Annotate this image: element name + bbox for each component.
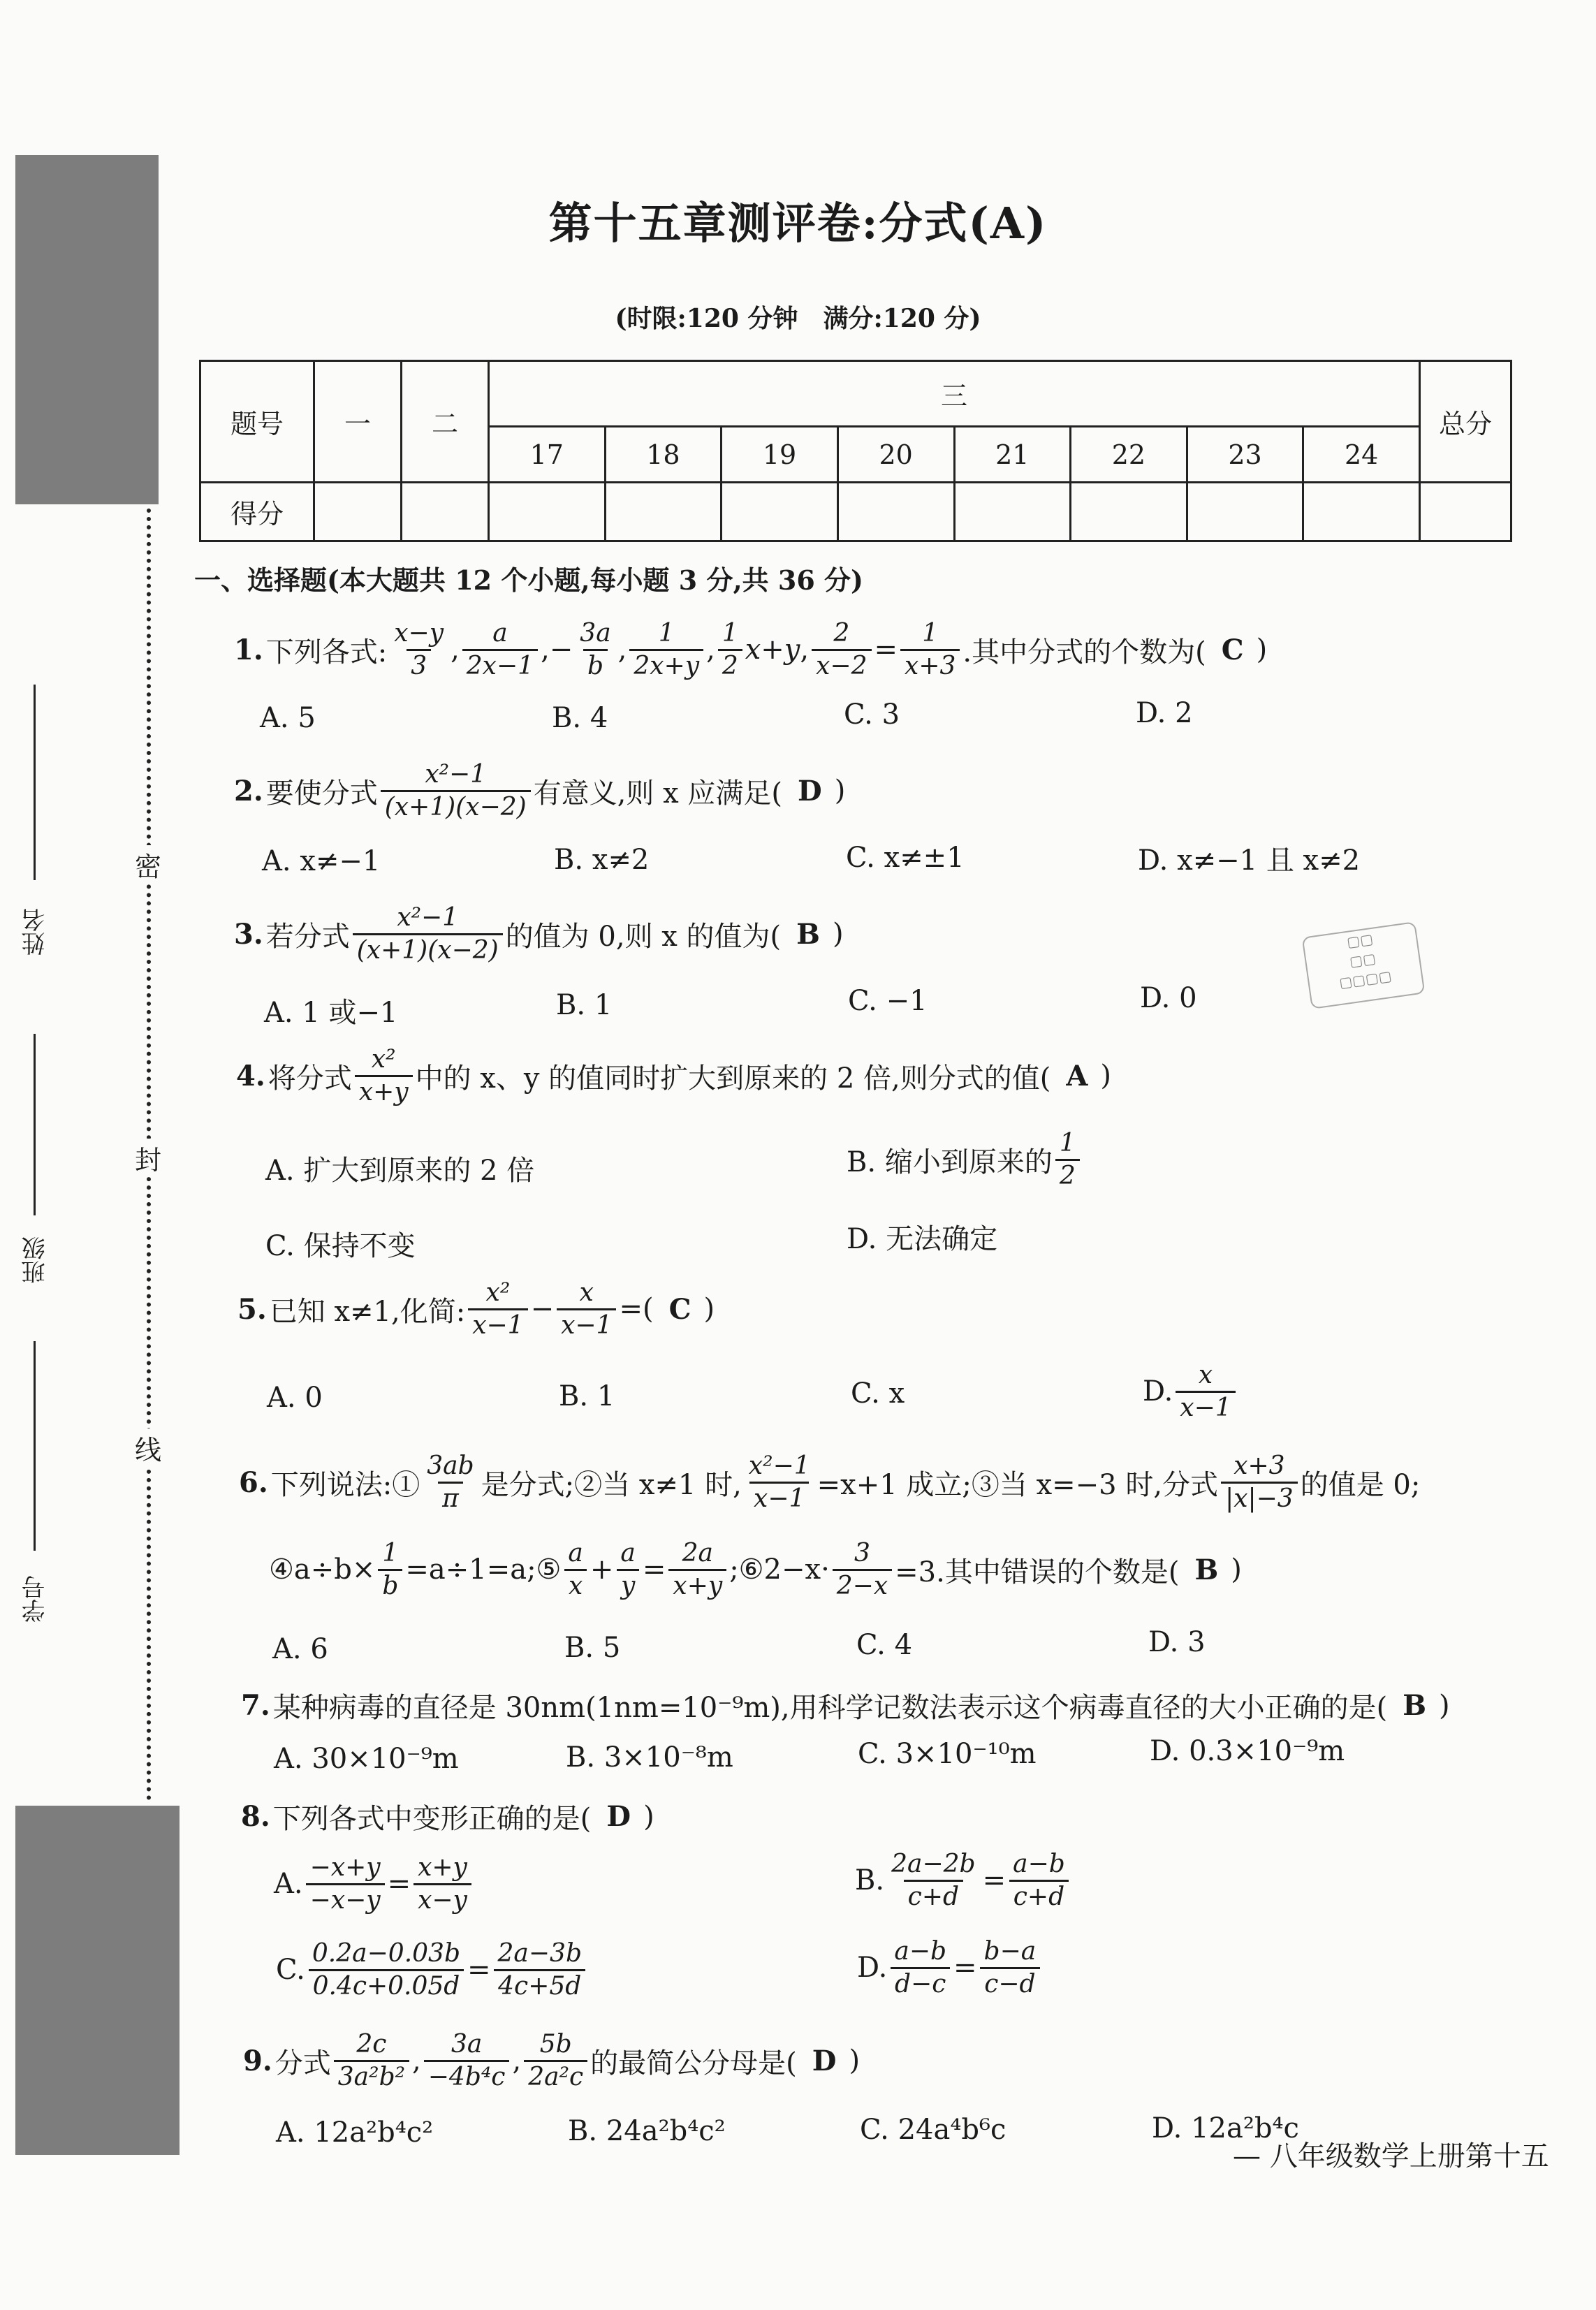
- score-cell[interactable]: [314, 483, 402, 541]
- option-text: D.: [1143, 1375, 1173, 1408]
- option-b[interactable]: B. 5: [564, 1632, 621, 1664]
- answer-mark: B: [796, 917, 820, 951]
- name-blank: [34, 685, 36, 880]
- question-text: ): [1231, 1554, 1242, 1586]
- option-c[interactable]: C. 3: [844, 699, 900, 731]
- question-number: 2.: [234, 774, 263, 807]
- option-d[interactable]: D. 无法确定: [847, 1223, 998, 1255]
- fraction: $\frac{2a-2b}{c+d}$: [891, 1850, 976, 1911]
- option-text: B. 缩小到原来的: [847, 1146, 1053, 1178]
- question-number: 7.: [241, 1689, 270, 1722]
- fraction: $\frac{a-b}{d-c}$: [890, 1938, 951, 1998]
- question-text: .其中分式的个数为(: [962, 636, 1206, 668]
- answer-mark: B: [1194, 1553, 1219, 1586]
- fraction: $\frac{3a}{\text{−4b⁴c}}$: [424, 2031, 510, 2091]
- option-a[interactable]: A. 5: [260, 702, 316, 734]
- margin-gray-block-bottom: [15, 1806, 180, 2155]
- question-text: 若分式: [265, 920, 350, 953]
- fraction: $\frac{\text{x²−1}}{(x+1)(x-2)}$: [353, 905, 503, 964]
- question-text: 有意义,则 x 应满足(: [533, 777, 782, 810]
- score-sub-21: 21: [954, 427, 1071, 483]
- option-a[interactable]: A. 6: [272, 1633, 328, 1665]
- fraction: $\frac{3}{2-x}$: [833, 1540, 892, 1600]
- option-d[interactable]: D. $\frac{a-b}{d-c}$ = $\frac{b-a}{c-d}$: [857, 1938, 1043, 1998]
- fraction: $\frac{a}{x}$: [564, 1540, 587, 1600]
- option-d[interactable]: D. 12a²b⁴c: [1152, 2112, 1299, 2144]
- question-text: 下列各式:: [265, 636, 388, 668]
- question-8: [241, 1797, 654, 1836]
- question-text: ): [643, 1800, 654, 1833]
- option-b[interactable]: B. $\frac{2a-2b}{c+d}$ = $\frac{a-b}{c+d}$: [855, 1851, 1072, 1910]
- question-text: 下列各式中变形正确的是(: [272, 1803, 592, 1835]
- fraction: $\frac{\text{x²}}{x-1}$: [468, 1280, 527, 1339]
- question-7: [241, 1686, 1450, 1725]
- page-title: 第十五章测评卷:分式(A): [548, 198, 1048, 249]
- score-total: 总分: [1420, 361, 1511, 483]
- fraction: $\frac{5b}{\text{2a²c}}$: [524, 2031, 587, 2091]
- score-row-label: 得分: [200, 483, 314, 541]
- score-col-1: 一: [314, 361, 402, 483]
- question-text: 分式: [274, 2047, 331, 2079]
- question-text: ): [1439, 1689, 1450, 1722]
- fraction: $\frac{3ab}{\pi}$: [427, 1452, 474, 1513]
- fraction: $\frac{x}{x-1}$: [557, 1280, 616, 1339]
- option-d[interactable]: D. x≠−1 且 x≠2: [1138, 845, 1361, 877]
- question-number: 9.: [243, 2044, 272, 2077]
- question-1: 1. 下列各式: $\frac{x-y}{3}$ , $\frac{a}{2x-1}$ , − $\frac{3a}{b}$ , $\frac{1}{2x+y}$ , $\frac{1}{2}$ x+y , $\frac{2}{x-2}$ = $\frac{1}{x+3}$ .其中分式的个数为( C ): [234, 619, 1268, 680]
- option-d[interactable]: [1143, 1362, 1238, 1421]
- score-cell[interactable]: [605, 483, 722, 541]
- score-col-2: 二: [402, 361, 489, 483]
- question-text: 要使分式: [265, 777, 378, 810]
- answer-mark: A: [1066, 1059, 1088, 1092]
- score-sub-18: 18: [605, 427, 722, 483]
- score-cell[interactable]: [837, 483, 954, 541]
- option-b[interactable]: B. 3×10⁻⁸m: [566, 1741, 733, 1774]
- question-text: =a÷1=a;⑤: [405, 1554, 562, 1586]
- score-cell[interactable]: [402, 483, 489, 541]
- score-sub-17: 17: [489, 427, 606, 483]
- score-cell[interactable]: [954, 483, 1071, 541]
- score-sub-24: 24: [1303, 427, 1420, 483]
- option-c[interactable]: C. 4: [856, 1629, 913, 1661]
- fraction: $\frac{2a-3b}{4c+5d}$: [494, 1940, 586, 2000]
- question-text: 的值为 0,则 x 的值为(: [505, 920, 782, 953]
- score-table: [199, 360, 1512, 542]
- fraction: $\frac{\text{x²}}{x+y}$: [355, 1046, 413, 1106]
- question-text: =x+1 成立;③当 x=−3 时,分式: [817, 1468, 1219, 1501]
- question-text: ): [832, 918, 844, 951]
- fraction: $\frac{x+3}{|x|-3}$: [1221, 1453, 1298, 1512]
- fraction: $\frac{2a}{x+y}$: [668, 1540, 726, 1600]
- score-cell[interactable]: [489, 483, 606, 541]
- option-a[interactable]: A. 扩大到原来的 2 倍: [265, 1155, 535, 1187]
- option-a[interactable]: A. x≠−1: [262, 845, 381, 877]
- question-text: ): [1100, 1060, 1112, 1092]
- question-number: 3.: [234, 917, 263, 951]
- score-cell[interactable]: [1303, 483, 1420, 541]
- option-a[interactable]: A. 1 或−1: [264, 997, 398, 1029]
- option-b[interactable]: B. 4: [552, 702, 608, 734]
- fraction: $\frac{0.2a-0.03b}{0.4c+0.05d}$: [308, 1940, 464, 2000]
- question-6-line-2: [269, 1540, 1242, 1600]
- fraction: $\frac{a-b}{c+d}$: [1009, 1851, 1069, 1910]
- score-sub-19: 19: [722, 427, 838, 483]
- option-d[interactable]: D. 3: [1148, 1626, 1206, 1658]
- fraction: $\frac{3a}{b}$: [580, 619, 611, 680]
- score-sub-22: 22: [1071, 427, 1187, 483]
- question-text: ): [1256, 634, 1268, 666]
- option-label: B.: [855, 1864, 885, 1897]
- score-cell[interactable]: [1420, 483, 1511, 541]
- option-c[interactable]: C. 24a⁴b⁶c: [860, 2114, 1006, 2146]
- question-text: ): [703, 1293, 715, 1326]
- question-text: 将分式: [268, 1062, 352, 1095]
- score-cell[interactable]: [1071, 483, 1187, 541]
- question-text: 的值是 0;: [1300, 1468, 1421, 1501]
- option-label: D.: [857, 1952, 888, 1984]
- fraction: $\frac{a}{y}$: [616, 1540, 639, 1600]
- score-cell[interactable]: [1187, 483, 1303, 541]
- question-number: 5.: [237, 1292, 267, 1326]
- answer-mark: D: [812, 2044, 837, 2077]
- score-col-3: 三: [489, 361, 1420, 427]
- option-a[interactable]: A. 0: [267, 1382, 323, 1414]
- question-text: 已知 x≠1,化简:: [269, 1295, 466, 1328]
- question-text: 的最简公分母是(: [590, 2047, 797, 2079]
- question-text: =3.其中错误的个数是(: [895, 1556, 1180, 1588]
- question-text: 中的 x、y 的值同时扩大到原来的 2 倍,则分式的值(: [415, 1062, 1051, 1095]
- answer-mark: D: [798, 774, 822, 807]
- question-text: 下列说法:①: [270, 1468, 420, 1501]
- equals-sign: =: [642, 1554, 666, 1586]
- fraction: $\frac{x}{x-1}$: [1176, 1362, 1235, 1421]
- seal-char-xian: 线: [135, 1428, 161, 1467]
- option-d[interactable]: D. 0.3×10⁻⁹m: [1150, 1735, 1345, 1767]
- fraction: $\frac{a}{2x-1}$: [462, 620, 538, 680]
- score-sub-23: 23: [1187, 427, 1303, 483]
- fraction: $\frac{x+y}{x-y}$: [413, 1855, 471, 1914]
- option-b[interactable]: B. x≠2: [554, 844, 650, 876]
- fraction: $\frac{1}{x+3}$: [900, 620, 960, 680]
- minus-sign: −: [549, 634, 573, 666]
- seal-char-feng: 封: [135, 1139, 161, 1177]
- plus-sign: +: [590, 1554, 614, 1586]
- exam-info: (时限:120 分钟 满分:120 分): [615, 304, 981, 333]
- question-9: 9. 分式 $\frac{2c}{\text{3a²b²}}$ , $\frac{3a}{\text{−4b⁴c}}$ , $\frac{5b}{\text{2a²c}}$ 的最简公分母是( D ): [243, 2030, 861, 2091]
- option-label: A.: [274, 1868, 303, 1901]
- option-b[interactable]: B. 1: [559, 1380, 615, 1412]
- option-a[interactable]: A. 12a²b⁴c²: [276, 2117, 434, 2149]
- id-blank: [34, 1341, 36, 1551]
- answer-mark: B: [1403, 1689, 1427, 1722]
- answer-mark: C: [668, 1292, 691, 1326]
- question-text: ④a÷b×: [269, 1554, 376, 1586]
- page-footer: — 八年级数学上册第十五: [1233, 2140, 1549, 2172]
- option-c[interactable]: C. $\frac{0.2a-0.03b}{0.4c+0.05d}$ = $\frac{2a-3b}{4c+5d}$: [276, 1940, 589, 2000]
- question-6: [239, 1453, 1420, 1512]
- fraction: $\frac{1}{2}$: [1055, 1130, 1080, 1190]
- option-d[interactable]: D. 0: [1140, 982, 1197, 1014]
- question-3: [234, 905, 844, 964]
- option-c[interactable]: C. x≠±1: [846, 842, 965, 874]
- seal-char-mi: 密: [135, 845, 161, 884]
- option-b[interactable]: [847, 1130, 1083, 1190]
- fraction: $\frac{2}{x-2}$: [812, 620, 871, 680]
- fraction: $\frac{-x+y}{-x-y}$: [306, 1855, 385, 1914]
- score-table-row-label: 题号: [200, 361, 314, 483]
- question-5: [237, 1280, 715, 1339]
- option-b[interactable]: B. 1: [556, 989, 613, 1021]
- fraction: $\frac{b-a}{c-d}$: [980, 1938, 1041, 1998]
- option-a[interactable]: A. $\frac{-x+y}{-x-y}$ = $\frac{x+y}{x-y}$: [274, 1855, 474, 1914]
- class-blank: [34, 1034, 36, 1215]
- question-text: 某种病毒的直径是 30nm(1nm=10⁻⁹m),用科学记数法表示这个病毒直径的大小正确的是(: [272, 1692, 1388, 1724]
- option-label: C.: [276, 1954, 305, 1987]
- fraction: $\frac{1}{2}$: [718, 620, 742, 680]
- minus-sign: −: [530, 1293, 555, 1326]
- question-text: =(: [619, 1293, 654, 1326]
- fraction: $\frac{\text{x²−1}}{(x+1)(x-2)}$: [381, 761, 531, 821]
- expression: x+y: [745, 634, 800, 666]
- question-number: 8.: [241, 1800, 270, 1833]
- section-heading: 一、选择题(本大题共 12 个小题,每小题 3 分,共 36 分): [194, 564, 863, 596]
- fraction: $\frac{2c}{\text{3a²b²}}$: [334, 2031, 409, 2091]
- question-number: 1.: [234, 633, 263, 666]
- fraction: $\frac{1}{2x+y}$: [629, 620, 703, 680]
- question-4: [236, 1046, 1111, 1106]
- question-text: ): [849, 2045, 861, 2077]
- option-b[interactable]: B. 24a²b⁴c²: [568, 2115, 726, 2147]
- option-c[interactable]: C. 保持不变: [265, 1230, 416, 1262]
- score-cell[interactable]: [722, 483, 838, 541]
- option-c[interactable]: C. x: [851, 1377, 905, 1410]
- fraction: $\frac{\text{x²−1}}{x-1}$: [748, 1452, 810, 1513]
- equals-sign: =: [874, 634, 898, 666]
- question-text: ): [834, 775, 846, 807]
- question-text: 是分式;②当 x≠1 时,: [481, 1468, 742, 1501]
- question-number: 4.: [236, 1059, 265, 1092]
- score-sub-20: 20: [837, 427, 954, 483]
- answer-mark: C: [1221, 633, 1244, 666]
- option-d[interactable]: D. 2: [1136, 697, 1193, 729]
- fraction: $\frac{1}{b}$: [378, 1540, 402, 1600]
- option-a[interactable]: A. 30×10⁻⁹m: [274, 1743, 459, 1775]
- option-c[interactable]: C. −1: [848, 985, 928, 1017]
- name-label: 姓名: [22, 908, 50, 956]
- id-label: 学号: [22, 1575, 50, 1623]
- question-2: [234, 761, 845, 821]
- homework-stamp: ▢▢ ▢▢ ▢▢▢▢: [1302, 921, 1426, 1009]
- answer-mark: D: [606, 1800, 631, 1833]
- option-c[interactable]: C. 3×10⁻¹⁰m: [858, 1738, 1037, 1770]
- fraction: $\frac{x-y}{3}$: [394, 619, 444, 680]
- question-number: 6.: [239, 1465, 268, 1499]
- class-label: 班级: [22, 1236, 50, 1284]
- question-text: ;⑥2−x·: [729, 1554, 830, 1586]
